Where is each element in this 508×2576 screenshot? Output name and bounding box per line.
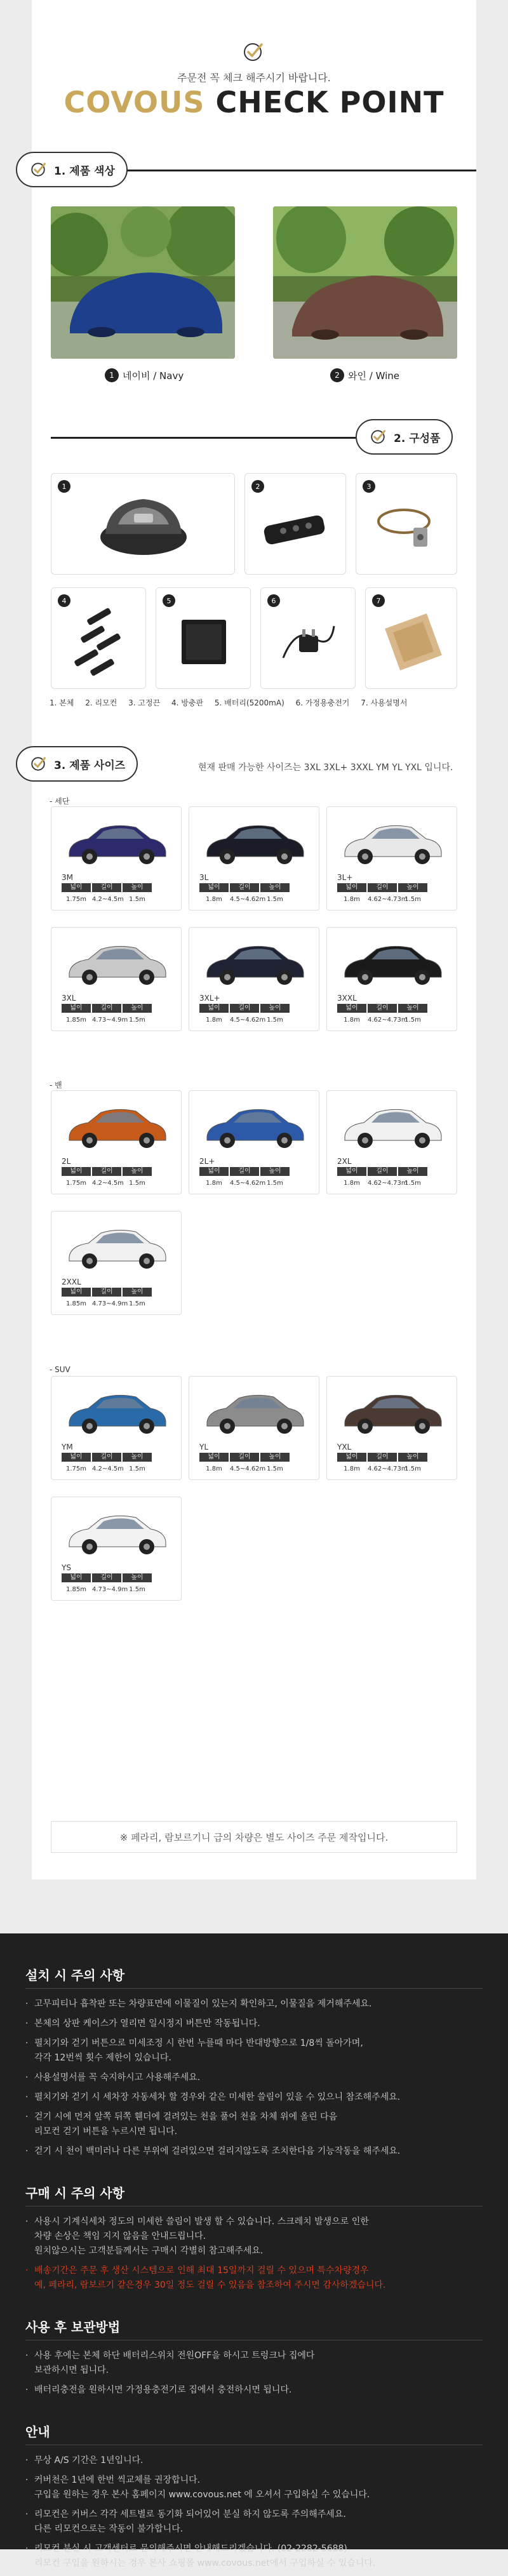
car-image [338, 1383, 446, 1440]
section-title-label: 1. 제품 색상 [54, 164, 115, 178]
size-code: 2XXL [62, 1278, 81, 1286]
notice-item: · 리모컨은 커버스 각각 세트별로 동기화 되어있어 분실 하지 않도록 주의해주세요. 다른 리모컨으로는 작동이 불가합니다. [25, 2507, 483, 2537]
size-card [51, 806, 182, 911]
dimension-values [199, 1465, 290, 1472]
header-width: 넓이 [62, 1004, 91, 1013]
header-height: 높이 [260, 1004, 290, 1013]
dimension-values [337, 1465, 427, 1472]
dimension-values [62, 1017, 152, 1024]
dimension-values [199, 1180, 290, 1187]
header-height: 높이 [398, 1004, 427, 1013]
install-title: 설치 시 주의 사항 [25, 1968, 125, 1983]
dimension-headers [337, 1453, 427, 1462]
car-image [201, 1097, 309, 1154]
value-width: 1.8m [206, 1465, 222, 1472]
size-card [51, 1376, 182, 1480]
legend-item: 4. 방충판 [171, 698, 204, 707]
car-image [63, 934, 171, 991]
value-width: 1.85m [65, 1586, 86, 1593]
available-sizes-text: 현재 판매 가능한 사이즈는 3XL 3XL+ 3XXL YM YL YXL 입니다. [198, 763, 453, 773]
header-height: 높이 [398, 1167, 427, 1176]
header-length: 길이 [92, 1288, 121, 1297]
component-remote [244, 473, 346, 575]
value-length: 4.2~4.5m [92, 896, 124, 903]
value-length: 4.73~4.9m [92, 1017, 128, 1024]
header-width: 넓이 [62, 1288, 91, 1297]
dimension-values [62, 1300, 152, 1307]
component-main-unit [51, 473, 235, 575]
page-title [0, 85, 508, 119]
car-image [63, 1097, 171, 1154]
check-circle-icon [368, 427, 387, 446]
purchase-list [25, 2215, 483, 2298]
car-image [63, 813, 171, 871]
guide-list [25, 2453, 483, 2576]
size-code: 2XL [337, 1157, 352, 1166]
size-code: 2L+ [199, 1157, 215, 1166]
size-card [51, 1497, 182, 1601]
header-width: 넓이 [337, 1167, 366, 1176]
insect-plates-image [64, 607, 134, 683]
notice-item: · 고무피티나 흡착판 또는 차량표면에 이물질이 있는지 확인하고, 이물질을 제거해주세요. [25, 1997, 483, 2012]
check-circle-icon [240, 39, 265, 65]
value-width: 1.85m [65, 1017, 86, 1024]
size-card [189, 806, 319, 911]
custom-size-note: ※ 페라리, 람보르기니 급의 차량은 별도 사이즈 주문 제작입니다. [51, 1821, 457, 1853]
size-card [326, 1376, 457, 1480]
component-charger [260, 587, 356, 689]
header-height: 높이 [123, 1004, 152, 1013]
color-caption-navy [105, 368, 184, 382]
check-circle-icon [29, 754, 48, 773]
category-label-sedan: - 세단 [50, 797, 70, 806]
car-image [338, 1097, 446, 1154]
dimension-values [199, 1017, 290, 1024]
notice-item: · 펼치기와 걷기 버튼으로 미세조정 시 한번 누를때 마다 반대방향으로 1/8씩 돌아가며, 각각 12번씩 횟수 제한이 있습니다. [25, 2036, 483, 2065]
size-card [189, 927, 319, 1031]
size-code: 3L [199, 873, 209, 882]
header-height: 높이 [123, 1288, 152, 1297]
header-width: 넓이 [199, 1004, 229, 1013]
dimension-headers [199, 1453, 290, 1462]
category-label-suv: - SUV [50, 1365, 70, 1374]
size-card [326, 1090, 457, 1194]
car-image [63, 1218, 171, 1275]
size-code: 3XL [62, 994, 76, 1003]
value-width: 1.8m [206, 1017, 222, 1024]
value-height: 1.5m [129, 1300, 145, 1307]
value-width: 1.75m [65, 1180, 86, 1187]
car-image [201, 1383, 309, 1440]
color-caption-wine [330, 368, 399, 382]
header-length: 길이 [368, 883, 397, 892]
size-card [51, 1211, 182, 1315]
header-width: 넓이 [337, 1453, 366, 1462]
item-number: 1 [58, 480, 70, 493]
charger-image [277, 613, 340, 671]
dimension-headers [337, 1004, 427, 1013]
dimension-headers [62, 883, 152, 892]
header-height: 높이 [123, 883, 152, 892]
check-circle-icon [29, 160, 48, 179]
header-length: 길이 [92, 1453, 121, 1462]
item-number: 7 [372, 594, 385, 607]
category-label-van: - 밴 [50, 1081, 62, 1090]
car-image [63, 1383, 171, 1440]
value-width: 1.8m [344, 1465, 360, 1472]
section-divider [51, 437, 356, 439]
notice-item: · 리모컨 분실 시 고객센터로 문의해주시면 안내해드리겠습니다. (02-2282-5688) 리모컨 구입을 원하시는 경우 본사 쇼핑몰 www.covous.net에서 구입하실 수 있습니다. [25, 2542, 483, 2571]
value-height: 1.5m [129, 1465, 145, 1472]
item-number: 3 [363, 480, 375, 493]
header-width: 넓이 [62, 1453, 91, 1462]
purchase-title: 구매 시 주의 사항 [25, 2186, 125, 2201]
car-image [338, 813, 446, 871]
section-title-label: 2. 구성품 [394, 432, 441, 445]
dimension-headers [337, 883, 427, 892]
legend-item: 1. 본체 [50, 698, 74, 707]
legend-item: 3. 고정끈 [128, 698, 161, 707]
value-length: 4.62~4.73m [368, 896, 408, 903]
header-length: 길이 [92, 1004, 121, 1013]
value-height: 1.5m [267, 896, 283, 903]
header-length: 길이 [230, 1453, 259, 1462]
dimension-values [337, 896, 427, 903]
notice-panel [0, 1933, 508, 2568]
size-code: 3M [62, 873, 73, 882]
dimension-headers [199, 883, 290, 892]
header-width: 넓이 [199, 883, 229, 892]
dimension-values [199, 896, 290, 903]
value-width: 1.75m [65, 1465, 86, 1472]
size-card [189, 1090, 319, 1194]
value-length: 4.62~4.73m [368, 1180, 408, 1187]
dimension-values [62, 1180, 152, 1187]
value-length: 4.2~4.5m [92, 1465, 124, 1472]
size-card [189, 1376, 319, 1480]
value-length: 4.2~4.5m [92, 1180, 124, 1187]
size-code: YL [199, 1443, 209, 1452]
value-width: 1.8m [344, 1017, 360, 1024]
header-width: 넓이 [199, 1453, 229, 1462]
install-list [25, 1997, 483, 2164]
value-length: 4.62~4.73m [368, 1465, 408, 1472]
value-length: 4.62~4.73m [368, 1017, 408, 1024]
component-legend [50, 697, 416, 708]
value-height: 1.5m [267, 1017, 283, 1024]
value-height: 1.5m [129, 896, 145, 903]
component-strap [356, 473, 457, 575]
value-height: 1.5m [129, 1180, 145, 1187]
size-code: YXL [337, 1443, 352, 1452]
header-height: 높이 [123, 1453, 152, 1462]
item-number: 6 [267, 594, 280, 607]
header-length: 길이 [92, 883, 121, 892]
notice-item: · 사용설명서를 꼭 숙지하시고 사용해주세요. [25, 2071, 483, 2085]
header-height: 높이 [260, 1167, 290, 1176]
header-width: 넓이 [62, 883, 91, 892]
checkpoint-title: CHECK POINT [215, 85, 444, 119]
storage-title: 사용 후 보관방법 [25, 2319, 121, 2335]
battery-image [178, 617, 229, 667]
dimension-headers [62, 1288, 152, 1297]
value-length: 4.5~4.62m [230, 1465, 266, 1472]
item-number: 5 [163, 594, 175, 607]
header-length: 길이 [368, 1453, 397, 1462]
size-code: YM [62, 1443, 73, 1452]
car-image [338, 934, 446, 991]
header-height: 높이 [398, 1453, 427, 1462]
header-length: 길이 [368, 1167, 397, 1176]
section-title-sizes [16, 746, 138, 782]
brand-logo: COVOUS [64, 85, 205, 119]
main-unit-image [96, 490, 191, 559]
manual-image [382, 610, 445, 674]
size-code: YS [62, 1563, 71, 1572]
notice-item: · 펼치기와 걷기 시 세차장 자동세차 할 경우와 같은 미세한 쓸림이 있을 수 있으니 참조해주세요. [25, 2090, 483, 2105]
notice-item: · 본체의 상판 케이스가 열리면 일시정지 버튼만 작동됩니다. [25, 2017, 483, 2031]
section-title-label: 3. 제품 사이즈 [54, 759, 126, 772]
value-height: 1.5m [404, 1180, 421, 1187]
dimension-headers [337, 1167, 427, 1176]
header-height: 높이 [260, 883, 290, 892]
car-image [201, 813, 309, 871]
value-height: 1.5m [267, 1180, 283, 1187]
header-height: 높이 [123, 1167, 152, 1176]
size-code: 3XXL [337, 994, 357, 1003]
remote-image [261, 509, 331, 547]
component-manual [365, 587, 457, 689]
notice-item: · 사용 후에는 본체 하단 배터리스위치 전원OFF을 하시고 트렁크나 집에다 보관하시면 됩니다. [25, 2349, 483, 2378]
dimension-headers [62, 1004, 152, 1013]
value-length: 4.73~4.9m [92, 1300, 128, 1307]
notice-item: · 무상 A/S 기간은 1년입니다. [25, 2453, 483, 2468]
value-length: 4.5~4.62m [230, 896, 266, 903]
header-width: 넓이 [337, 883, 366, 892]
value-height: 1.5m [129, 1586, 145, 1593]
dimension-headers [199, 1004, 290, 1013]
value-length: 4.73~4.9m [92, 1586, 128, 1593]
header-width: 넓이 [62, 1573, 91, 1582]
item-number: 1 [105, 368, 119, 382]
section-title-components [356, 419, 453, 455]
item-number: 4 [58, 594, 70, 607]
item-number: 2 [330, 368, 344, 382]
value-height: 1.5m [404, 1017, 421, 1024]
guide-title: 안내 [25, 2424, 50, 2439]
size-card [326, 806, 457, 911]
value-height: 1.5m [404, 1465, 421, 1472]
size-card [326, 927, 457, 1031]
navy-cover-photo [51, 206, 235, 359]
strap-image [372, 499, 442, 556]
notice-item: · 걷기 시에 먼저 앞쪽 뒤쪽 휀더에 걸려있는 천을 풀어 천을 차체 위에 올린 다음 리모컨 걷기 버튼을 누르시면 됩니다. [25, 2110, 483, 2139]
section-title-colors [16, 152, 128, 187]
header-length: 길이 [92, 1573, 121, 1582]
dimension-headers [62, 1167, 152, 1176]
dimension-values [62, 1586, 152, 1593]
color-label: 와인 / Wine [348, 370, 399, 382]
value-height: 1.5m [404, 896, 421, 903]
dimension-headers [62, 1573, 152, 1582]
dimension-values [337, 1017, 427, 1024]
header-length: 길이 [230, 1167, 259, 1176]
size-code: 3L+ [337, 873, 353, 882]
component-insect-plates [51, 587, 146, 689]
notice-item: · 배송기간은 주문 후 생산 시스템으로 인해 최대 15일까지 걸릴 수 있으며 특수차량경우 예, 페라리, 람보르기 같은경우 30일 정도 걸릴 수 있음을 참조하여 주시면 감사하겠습니다. [25, 2264, 483, 2293]
value-width: 1.8m [206, 896, 222, 903]
header-length: 길이 [92, 1167, 121, 1176]
header-width: 넓이 [337, 1004, 366, 1013]
header-height: 높이 [123, 1573, 152, 1582]
section-divider [70, 170, 476, 171]
component-battery [156, 587, 251, 689]
item-number: 2 [251, 480, 264, 493]
header-length: 길이 [230, 1004, 259, 1013]
notice-item: · 배터리충전을 원하시면 가정용충전기로 집에서 충전하시면 됩니다. [25, 2383, 483, 2398]
notice-item: · 커버천은 1년에 한번 씩교체를 권장합니다. 구입을 원하는 경우 본사 홈페이지 www.covous.net 에 오셔서 구입하실 수 있습니다. [25, 2473, 483, 2502]
dimension-values [337, 1180, 427, 1187]
storage-list [25, 2349, 483, 2403]
dimension-values [62, 1465, 152, 1472]
legend-item: 2. 리모컨 [85, 698, 117, 707]
value-width: 1.75m [65, 896, 86, 903]
value-width: 1.85m [65, 1300, 86, 1307]
header-height: 높이 [260, 1453, 290, 1462]
value-width: 1.8m [206, 1180, 222, 1187]
header-width: 넓이 [199, 1167, 229, 1176]
value-width: 1.8m [344, 1180, 360, 1187]
header-width: 넓이 [62, 1167, 91, 1176]
notice-item: · 사용시 기계식세차 정도의 미세한 쓸림이 발생 할 수 있습니다. 스크레치 발생으로 인한 차량 손상은 책임 지지 않음을 안내드립니다. 원치않으시는 고객분들께서는 구매시 각별히 참고해주세요. [25, 2215, 483, 2259]
size-code: 2L [62, 1157, 71, 1166]
header-height: 높이 [398, 883, 427, 892]
dimension-headers [199, 1167, 290, 1176]
legend-item: 7. 사용설명서 [361, 698, 408, 707]
header-subtitle: 주문전 꼭 체크 해주시기 바랍니다. [177, 72, 331, 84]
value-height: 1.5m [129, 1017, 145, 1024]
wine-cover-photo [273, 206, 457, 359]
size-code: 3XL+ [199, 994, 220, 1003]
car-image [63, 1504, 171, 1561]
car-image [201, 934, 309, 991]
value-length: 4.5~4.62m [230, 1017, 266, 1024]
color-label: 네이비 / Navy [123, 370, 184, 382]
dimension-values [62, 896, 152, 903]
value-height: 1.5m [267, 1465, 283, 1472]
size-card [51, 1090, 182, 1194]
header-length: 길이 [230, 883, 259, 892]
value-width: 1.8m [344, 896, 360, 903]
header-length: 길이 [368, 1004, 397, 1013]
legend-item: 6. 가정용충전기 [295, 698, 350, 707]
notice-item: · 걷기 시 천이 백미러나 다른 부위에 걸려있으면 걸리지않도록 조치한다음 기능작동을 해주세요. [25, 2144, 483, 2159]
legend-item: 5. 배터리(5200mA) [214, 698, 284, 707]
divider [25, 1988, 483, 1989]
value-length: 4.5~4.62m [230, 1180, 266, 1187]
dimension-headers [62, 1453, 152, 1462]
size-card [51, 927, 182, 1031]
